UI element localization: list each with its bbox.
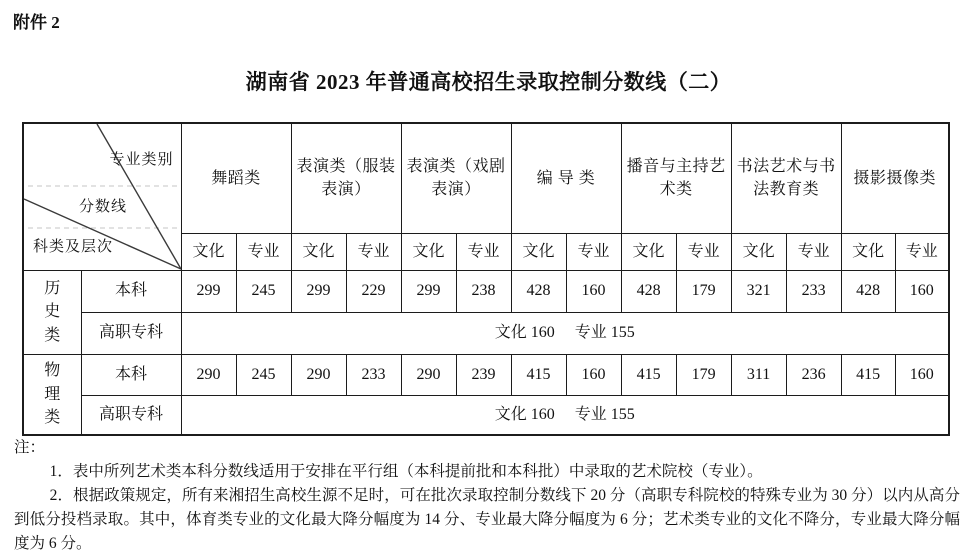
score-cell: 321 xyxy=(731,270,786,312)
category-header-photography: 摄影摄像类 xyxy=(841,123,949,233)
category-header-broadcasting: 播音与主持艺术类 xyxy=(621,123,731,233)
note-item-1: 1．表中所列艺术类本科分数线适用于安排在平行组（本科提前批和本科批）中录取的艺术院校（专业）。 xyxy=(49,463,763,481)
subheader-cell: 文化 xyxy=(841,233,895,270)
notes-label: 注： xyxy=(14,439,46,456)
score-cell: 245 xyxy=(236,270,291,312)
level-cell-history-gaozhi: 高职专科 xyxy=(81,312,181,354)
subheader-cell: 文化 xyxy=(291,233,346,270)
subheader-cell: 专业 xyxy=(895,233,949,270)
score-cell: 238 xyxy=(456,270,511,312)
category-header-performance-costume: 表演类（服装表演） xyxy=(291,123,401,233)
score-cell: 229 xyxy=(346,270,401,312)
score-cell: 299 xyxy=(291,270,346,312)
subheader-cell: 文化 xyxy=(731,233,786,270)
score-cell: 415 xyxy=(841,354,895,395)
score-cell: 428 xyxy=(621,270,676,312)
score-cell: 233 xyxy=(786,270,841,312)
subheader-cell: 专业 xyxy=(566,233,621,270)
score-cell: 160 xyxy=(566,270,621,312)
corner-cell xyxy=(23,123,181,270)
notes-section xyxy=(14,436,960,555)
attachment-label: 附件 2 xyxy=(13,13,60,32)
score-cell: 160 xyxy=(895,354,949,395)
score-cell: 299 xyxy=(401,270,456,312)
score-cell: 236 xyxy=(786,354,841,395)
subheader-cell: 专业 xyxy=(786,233,841,270)
score-table xyxy=(22,122,950,436)
score-cell: 160 xyxy=(566,354,621,395)
level-cell-physics-gaozhi: 高职专科 xyxy=(81,395,181,435)
category-header-calligraphy: 书法艺术与书法教育类 xyxy=(731,123,841,233)
score-cell: 428 xyxy=(841,270,895,312)
subheader-cell: 文化 xyxy=(621,233,676,270)
score-cell: 299 xyxy=(181,270,236,312)
score-cell: 290 xyxy=(291,354,346,395)
corner-label-category: 专业类别 xyxy=(109,152,174,168)
doc-title: 湖南省 2023 年普通高校招生录取控制分数线（二） xyxy=(245,70,732,94)
score-cell: 290 xyxy=(401,354,456,395)
score-cell: 415 xyxy=(511,354,566,395)
category-header-performance-drama: 表演类（戏剧表演） xyxy=(401,123,511,233)
score-table-wrap xyxy=(22,122,950,436)
score-cell: 290 xyxy=(181,354,236,395)
group-label-history: 历史类 xyxy=(23,270,81,354)
subheader-cell: 专业 xyxy=(346,233,401,270)
merged-score-cell-history: 文化 160 专业 155 xyxy=(181,312,949,354)
score-cell: 428 xyxy=(511,270,566,312)
level-cell-history-benke: 本科 xyxy=(81,270,181,312)
score-cell: 311 xyxy=(731,354,786,395)
score-cell: 179 xyxy=(676,270,731,312)
subheader-cell: 专业 xyxy=(676,233,731,270)
merged-score-cell-physics: 文化 160 专业 155 xyxy=(181,395,949,435)
score-cell: 179 xyxy=(676,354,731,395)
subheader-cell: 文化 xyxy=(401,233,456,270)
level-cell-physics-benke: 本科 xyxy=(81,354,181,395)
subheader-cell: 专业 xyxy=(236,233,291,270)
corner-label-scoreline: 分数线 xyxy=(79,199,128,215)
subheader-cell: 文化 xyxy=(181,233,236,270)
score-cell: 239 xyxy=(456,354,511,395)
category-header-dance: 舞蹈类 xyxy=(181,123,291,233)
score-cell: 160 xyxy=(895,270,949,312)
category-header-directing: 编 导 类 xyxy=(511,123,621,233)
corner-label-stream: 科类及层次 xyxy=(33,239,114,255)
subheader-cell: 文化 xyxy=(511,233,566,270)
corner-diagonal xyxy=(24,124,181,270)
note-item-2: 2．根据政策规定，所有来湘招生高校生源不足时，可在批次录取控制分数线下 20 分（高职专科院校的特殊专业为 30 分）以内从高分到低分投档录取。其中，体育类专业的文化最大降分幅度为 14 分、专业最大降分幅度为 6 分；艺术类专业的文化不降分，专业最大降分幅度为 6 分。 xyxy=(14,487,960,553)
score-cell: 233 xyxy=(346,354,401,395)
group-label-physics: 物理类 xyxy=(23,354,81,435)
score-cell: 415 xyxy=(621,354,676,395)
subheader-cell: 专业 xyxy=(456,233,511,270)
score-cell: 245 xyxy=(236,354,291,395)
